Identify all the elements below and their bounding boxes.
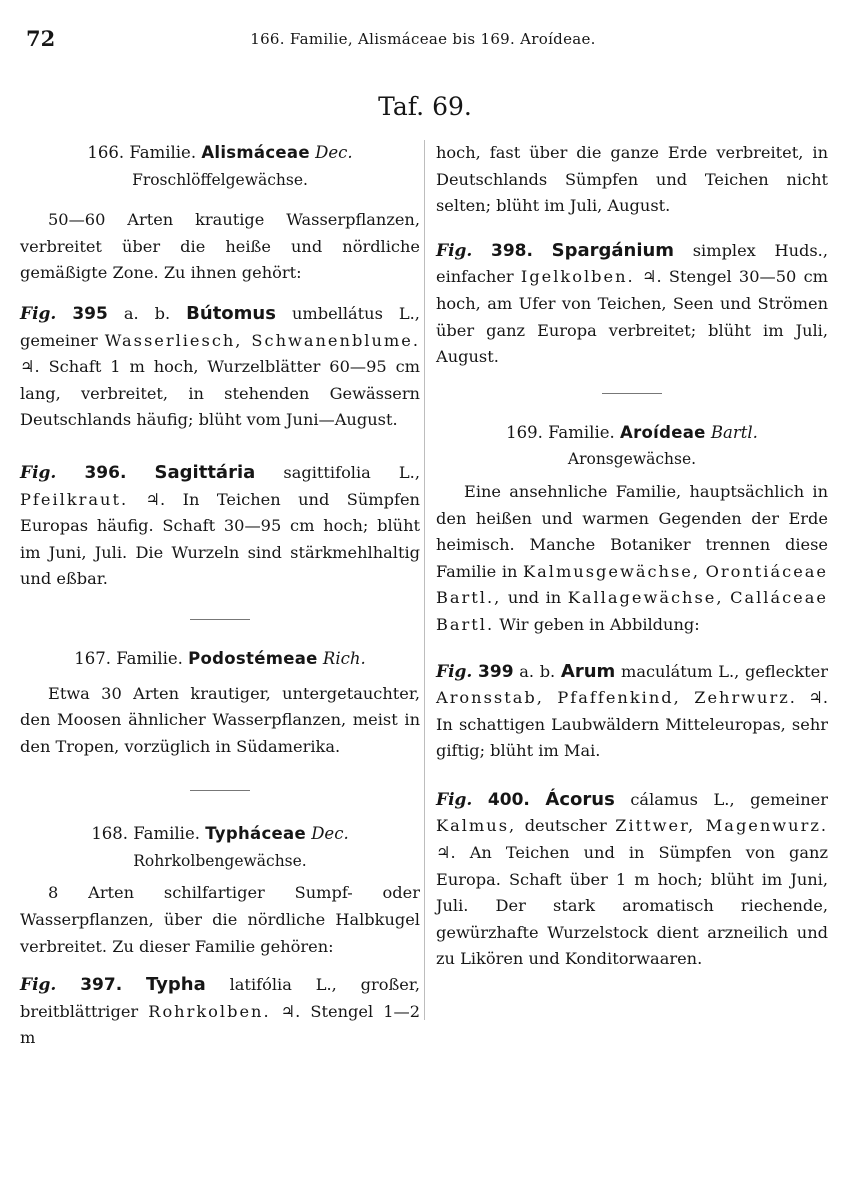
fig-label: Fig. [20, 462, 57, 483]
fig-397-entry [20, 972, 420, 1052]
family-166-description: 50—60 Arten krautige Wasserpflanzen, verbreitet über die heiße und nördliche gemäßigte Zone. Zu ihnen gehört: [20, 210, 420, 283]
page-number: 72 [26, 26, 56, 51]
fig-label: Fig. [20, 975, 57, 996]
fig-397-continuation: hoch, fast über die ganze Erde verbreitet, in Deutschlands Sümpfen und Teichen nicht selten; blüht im Juli, August. [436, 143, 828, 216]
genus-name: Arum [560, 660, 616, 682]
fig-description: Stengel 30—50 cm hoch, am Ufer von Teichen, Seen und Strömen über ganz Europa verbreitet; blüht im Juli, August. [436, 267, 828, 367]
fig-suffix: a. b. [123, 303, 171, 323]
fig-suffix: a. b. [519, 661, 556, 681]
common-name-spaced: Pfeilkraut. [20, 489, 129, 509]
family-author: Dec. [311, 824, 349, 844]
common-name-spaced: Kalmus, [436, 816, 517, 836]
family-166-common-name: Froschlöffelgewächse. [132, 170, 308, 189]
common-name-spaced: Aronsstab, Pfaffenkind, Zehrwurz. [436, 688, 797, 708]
family-168-heading [20, 821, 420, 848]
perennial-symbol: ♃. [280, 1001, 301, 1021]
perennial-symbol: ♃. [641, 267, 662, 287]
common-name-spaced: Wasserliesch, Schwanenblume. [104, 330, 420, 350]
fig-label: Fig. [436, 661, 473, 682]
left-column [20, 140, 420, 1052]
fig-description: Stengel 1—2 m [20, 1001, 420, 1048]
perennial-symbol: ♃. [808, 688, 828, 708]
common-name-spaced: Rohrkolben. [148, 1001, 271, 1021]
spaced-term: Calláceae Bartl. [436, 588, 828, 634]
species-name: cálamus L., [630, 789, 735, 809]
family-name: Typháceae [205, 824, 306, 844]
family-169-description [436, 479, 828, 639]
fig-number: 396. [84, 462, 127, 483]
family-166-heading [20, 140, 420, 167]
fig-number: 399 [478, 661, 514, 682]
right-column [436, 140, 828, 973]
species-name: umbellátus L., [291, 303, 420, 323]
species-name: latifólia L., [229, 975, 337, 995]
family-name: Aroídeae [620, 422, 706, 442]
perennial-symbol: ♃. [20, 357, 40, 377]
fig-395-entry [20, 301, 420, 434]
description-text: und in [507, 588, 562, 608]
common-name: gemeiner [750, 789, 828, 809]
running-header [18, 26, 828, 50]
spaced-term: Orontiáceae Bartl., [436, 561, 828, 608]
fig-number: 397. [80, 975, 123, 996]
fig-396-entry [20, 460, 420, 593]
fig-number: 400. [487, 789, 530, 810]
family-169-heading [436, 420, 828, 447]
common-name-spaced: Zittwer, Magenwurz. [615, 816, 828, 836]
family-author: Dec. [315, 143, 353, 162]
family-167-heading [20, 646, 420, 673]
fig-label: Fig. [20, 303, 57, 324]
fig-400-entry [436, 787, 828, 973]
family-number: 166. Familie. [87, 143, 197, 162]
family-number: 169. Familie. [506, 422, 615, 442]
family-name: Alismáceae [201, 143, 310, 162]
column-divider [424, 140, 425, 1020]
spaced-term: Kalmusgewächse, [523, 561, 701, 581]
fig-number: 398. [491, 240, 533, 261]
common-name-spaced: Igelkolben. [520, 267, 635, 287]
description-text: Eine ansehnliche Familie, hauptsächlich in den heißen und warmen Gegenden der Erde heimisch. Manche Botaniker trennen diese Familie in [436, 481, 828, 581]
genus-name: Sagittária [154, 461, 256, 483]
common-name: einfacher [436, 267, 514, 287]
running-title: 166. Familie, Alismáceae bis 169. Aroídeae. [250, 30, 596, 48]
family-author: Rich. [322, 648, 366, 668]
genus-name: Spargánium [551, 239, 675, 261]
description-text: Wir geben in Abbildung: [499, 614, 700, 634]
family-168-description: 8 Arten schilfartiger Sumpf- oder Wasserpflanzen, über die nördliche Halbkugel verbreitet. Zu dieser Familie gehören: [20, 883, 420, 956]
plate-heading: Taf. 69. [378, 92, 472, 121]
fig-description: In schattigen Laubwäldern Mitteleuropas, sehr giftig; blüht im Mai. [436, 714, 828, 761]
family-author: Bartl. [710, 422, 758, 442]
common-name: deutscher [524, 816, 607, 836]
fig-398-entry [436, 238, 828, 371]
common-name: gefleckter [744, 661, 829, 681]
common-name: großer, breitblättriger [20, 975, 420, 1021]
fig-description: Schaft 1 m hoch, Wurzelblätter 60—95 cm lang, verbreitet, in stehenden Gewässern Deutschlands häufig; blüht vom Juni—August. [20, 357, 420, 430]
spaced-term: Kallagewächse, [567, 588, 724, 608]
perennial-symbol: ♃. [145, 489, 166, 509]
fig-description: An Teichen und in Sümpfen von ganz Europa. Schaft über 1 m hoch; blüht im Juni, Juli. Der stark aromatisch riechende, gewürzhafte Wurzelstock dient arzneilich und zu Likören und Konditorwaaren. [436, 843, 828, 969]
section-separator [190, 790, 250, 791]
genus-name: Bútomus [186, 302, 276, 324]
fig-399-entry [436, 659, 828, 765]
genus-name: Typha [146, 974, 206, 996]
family-number: 168. Familie. [91, 824, 200, 844]
family-168-common-name: Rohrkolbengewächse. [133, 851, 307, 870]
species-name: maculátum L., [620, 661, 740, 681]
family-name: Podostémeae [188, 648, 318, 668]
fig-label: Fig. [436, 789, 473, 810]
perennial-symbol: ♃. [436, 843, 456, 863]
fig-label: Fig. [436, 240, 473, 261]
section-separator [602, 393, 662, 394]
genus-name: Ácorus [545, 788, 615, 810]
family-167-description: Etwa 30 Arten krautiger, untergetauchter, den Moosen ähnlicher Wasserpflanzen, meist in den Tropen, vorzüglich in Südamerika. [20, 683, 420, 756]
species-name: sagittifolia L., [283, 462, 420, 482]
common-name: gemeiner [20, 330, 98, 350]
species-name: simplex Huds., [692, 240, 828, 260]
fig-description: In Teichen und Sümpfen Europas häufig. Schaft 30—95 cm hoch; blüht im Juni, Juli. Die Wurzeln sind stärkmehlhaltig und eßbar. [20, 489, 420, 589]
fig-number: 395 [72, 303, 108, 324]
family-169-common-name: Aronsgewächse. [567, 450, 697, 469]
family-number: 167. Familie. [74, 648, 183, 668]
section-separator [190, 619, 250, 620]
